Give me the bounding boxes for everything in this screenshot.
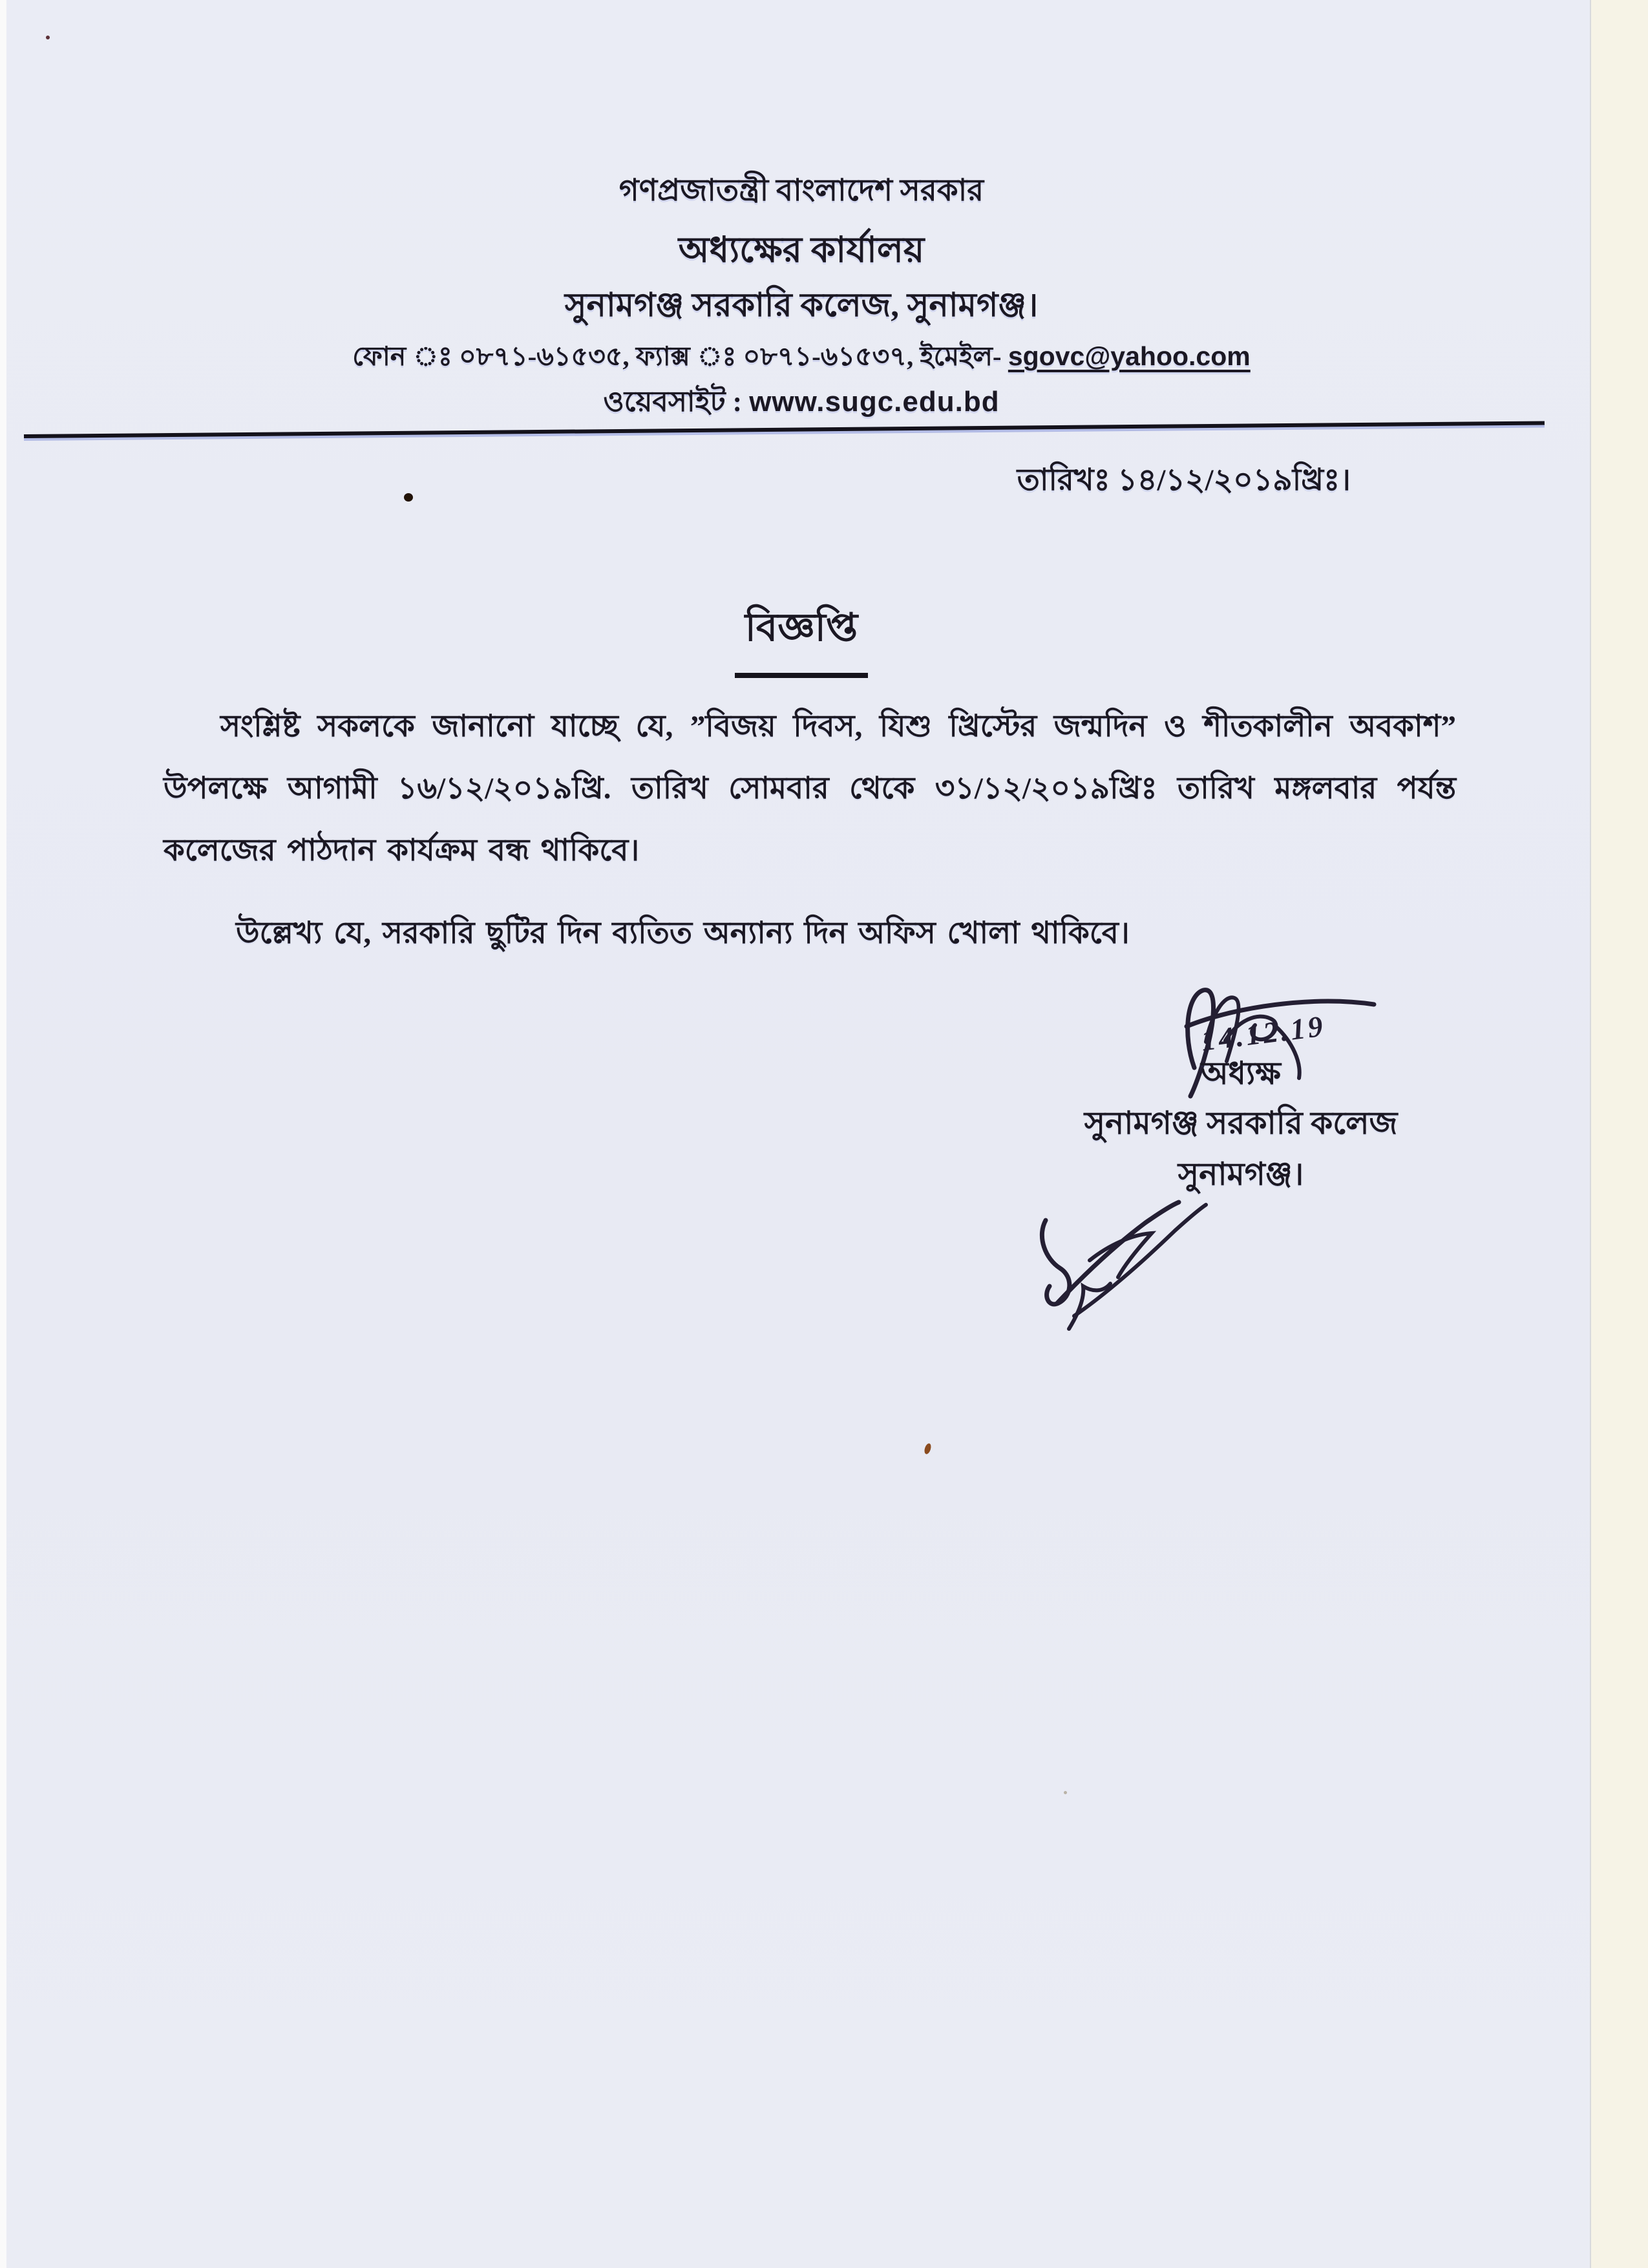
ink-dot-artifact	[404, 493, 413, 502]
website-line	[155, 380, 1448, 427]
website-url: www.sugc.edu.bd	[749, 386, 1000, 418]
signature-block	[1034, 1050, 1448, 1200]
signatory-organization: সুনামগঞ্জ সরকারি কলেজ	[1084, 1105, 1398, 1141]
website-label: ওয়েবসাইট :	[603, 386, 750, 418]
secondary-signature-scribble	[1012, 1183, 1251, 1341]
tiny-dot-artifact	[46, 36, 50, 39]
paper-speck-artifact	[924, 1443, 933, 1455]
date-line: তারিখঃ ১৪/১২/২০১৯খ্রিঃ।	[1017, 463, 1351, 497]
signatory-place: সুনামগঞ্জ।	[1178, 1156, 1304, 1192]
signature-handwritten-date: 14.12.19	[1199, 1009, 1327, 1057]
faint-dot-artifact	[1064, 1791, 1067, 1794]
college-name-line: সুনামগঞ্জ সরকারি কলেজ, সুনামগঞ্জ।	[564, 288, 1039, 324]
phone-fax-text: ফোন ঃ ০৮৭১-৬১৫৩৫, ফ্যাক্স ঃ ০৮৭১-৬১৫৩৭, ইমেইল-	[352, 341, 1008, 371]
email-text: sgovc@yahoo.com	[1008, 341, 1251, 371]
paper-left-edge	[0, 0, 6, 2268]
signatory-title: অধ্যক্ষ	[1201, 1055, 1281, 1091]
notice-body-paragraph: সংশ্লিষ্ট সকলকে জানানো যাচ্ছে যে, ”বিজয় দিবস, যিশু খ্রিস্টের জন্মদিন ও শীতকালীন অবকাশ” উপলক্ষে আগামী ১৬/১২/২০১৯খ্রি. তারিখ সোমবার থেকে ৩১/১২/২০১৯খ্রিঃ তারিখ মঙ্গলবার পর্যন্ত কলেজের পাঠদান কার্যক্রম বন্ধ থাকিবে।	[164, 710, 1456, 867]
office-title: অধ্যক্ষের কার্যালয়	[678, 230, 925, 270]
notice-title-wrap	[155, 598, 1448, 678]
notice-title: বিজ্ঞপ্তি	[735, 598, 868, 678]
notice-note-paragraph: উল্লেখ্য যে, সরকারি ছুটির দিন ব্যতিত অন্যান্য দিন অফিস খোলা থাকিবে।	[236, 917, 1130, 950]
government-title: গণপ্রজাতন্ত্রী বাংলাদেশ সরকার	[618, 174, 984, 207]
contact-line	[155, 336, 1448, 381]
